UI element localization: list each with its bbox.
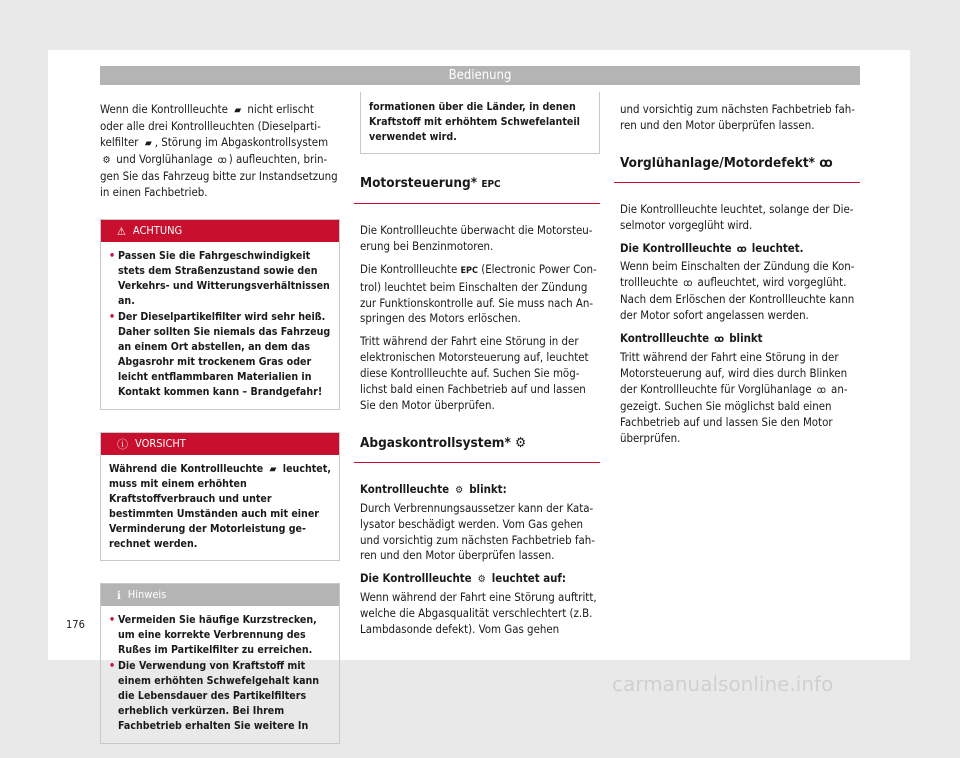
list-item: • Passen Sie die Fahrgeschwindigkeit stets dem Straßenzustand sowie den Verkehrs- und Witterungsverhältnissen an. bbox=[109, 249, 331, 309]
section-heading-vorgluehanlage: Vorglühanlage/Motordefekt* ꝏ bbox=[620, 156, 860, 179]
engine-icon: ⚙ bbox=[515, 434, 526, 451]
intro-paragraph: Wenn die Kontrollleuchte ▰ nicht erlischt oder alle drei Kontrollleuchten (Dieselpartikelfilter ▰ , Störung im Abgaskontrollsystem ⚙ und Vorglühanlage ꝏ ) aufleuchten, bringen Sie das Fahrzeug bitte zur Instandsetzung in einen Fachbetrieb. bbox=[100, 102, 338, 199]
glow-plug-icon: ꝏ bbox=[736, 243, 747, 255]
section-heading-motorsteuerung: Motorsteuerung* EPC bbox=[360, 176, 600, 200]
list-item: • Die Verwendung von Kraftstoff mit einem erhöhten Schwefelgehalt kann die Lebensdauer des Partikelfilters erheblich verkürzen. Bei Ihrem Fachbetrieb erhalten Sie weitere In bbox=[109, 659, 331, 734]
glow-plug-icon: ꝏ bbox=[816, 384, 826, 396]
glow-plug-icon: ꝏ bbox=[217, 154, 227, 166]
engine-icon: ⚙ bbox=[102, 154, 111, 166]
glow-plug-icon: ꝏ bbox=[683, 278, 693, 290]
dpf-icon: ▰ bbox=[269, 464, 277, 476]
hinweis-box bbox=[100, 583, 340, 744]
dpf-icon: ▰ bbox=[144, 137, 152, 149]
list-item: • Der Dieselpartikelfilter wird sehr heiß. Daher sollten Sie niemals das Fahrzeug an einem Ort abstellen, an dem das Abgasrohr mit trockenem Gras oder leicht entflammbaren Materialien in Kontakt kommen kann – Brandgefahr! bbox=[109, 310, 331, 400]
list-item: • Vermeiden Sie häufige Kurzstrecken, um eine korrekte Verbrennung des Rußes im Partikelfilter zu erreichen. bbox=[109, 613, 331, 658]
epc-icon: EPC bbox=[481, 179, 501, 190]
page-number: 176 bbox=[66, 618, 85, 631]
engine-icon: ⚙ bbox=[455, 484, 464, 496]
vorsicht-box bbox=[100, 432, 340, 561]
achtung-header: ⚠ ACHTUNG bbox=[101, 220, 339, 242]
section-heading-abgaskontrollsystem: Abgaskontrollsystem* ⚙ bbox=[360, 436, 600, 459]
dpf-icon: ▰ bbox=[234, 105, 242, 116]
hinweis-header: ℹ Hinweis bbox=[101, 584, 339, 606]
column-3: und vorsichtig zum nächsten Fachbetrieb fahren und den Motor überprüfen lassen. Vorglühanlage/Motordefekt* ꝏ Die Kontrollleuchte leuchtet, solange der Dieselmotor vorgeglüht wird. Die Kontrollleuchte ꝏ leuchtet. Wenn beim Einschalten der Zündung die Kontrollleuchte ꝏ aufleuchtet, wird vorgeglüht. Nach dem Erlöschen der Kontrollleuchte kann der Motor sofort angelassen werden. Kontrollleuchte ꝏ blinkt Tritt während der Fahrt eine Störung in der Motorsteuerung auf, wird dies durch Blinken der Kontrollleuchte für Vorglühanlage ꝏ angezeigt. Suchen Sie möglichst bald einen Fachbetrieb auf und lassen Sie den Motor überprüfen. bbox=[620, 102, 860, 453]
column-2: formationen über die Länder, in denen Kraftstoff mit erhöhtem Schwefelanteil verwendet wird. Motorsteuerung* EPC Die Kontrollleuchte überwacht die Motorsteuerung bei Benzinmotoren. Die Kontrollleuchte EPC (Electronic Power Control) leuchtet beim Einschalten der Zündung zur Funktionskontrolle auf. Sie muss nach Anspringen des Motors erlöschen. Tritt während der Fahrt eine Störung in der elektronischen Motorsteuerung auf, leuchtet diese Kontrollleuchte auf. Suchen Sie möglichst bald einen Fachbetrieb auf und lassen Sie den Motor überprüfen. Abgaskontrollsystem* ⚙ Kontrollleuchte ⚙ blinkt: Durch Verbrennungsaussetzer kann der Katalysator beschädigt werden. Vom Gas gehen und vorsichtig zum nächsten Fachbetrieb fahren und den Motor überprüfen lassen. Die Kontrollleuchte ⚙ leuchtet auf: Wenn während der Fahrt eine Störung auftritt, welche die Abgasqualität verschlechtert (z.B. Lambdasonde defekt). Vom Gas gehen bbox=[360, 92, 600, 645]
glow-plug-icon: ꝏ bbox=[714, 334, 725, 346]
watermark: carmanualsonline.info bbox=[612, 672, 834, 696]
glow-plug-icon: ꝏ bbox=[819, 154, 833, 171]
page-header: Bedienung bbox=[100, 66, 860, 85]
info-icon: ℹ bbox=[117, 589, 121, 603]
column-1 bbox=[100, 102, 340, 758]
vorsicht-text: Während die Kontrollleuchte ▰ leuchtet, muss mit einem erhöhten Kraftstoffverbrauch und unter bestimmten Umständen auch mit einer Verminderung der Motorleistung gerechnet werden. bbox=[109, 463, 331, 551]
caution-circle-icon: ⓘ bbox=[117, 438, 128, 452]
hinweis-continuation: formationen über die Länder, in denen Kraftstoff mit erhöhtem Schwefelanteil verwendet wird. bbox=[360, 92, 600, 154]
vorsicht-header: ⓘ VORSICHT bbox=[101, 433, 339, 455]
warning-triangle-icon: ⚠ bbox=[117, 225, 126, 239]
epc-icon: EPC bbox=[460, 265, 478, 276]
achtung-box bbox=[100, 219, 340, 410]
engine-icon: ⚙ bbox=[477, 574, 486, 586]
